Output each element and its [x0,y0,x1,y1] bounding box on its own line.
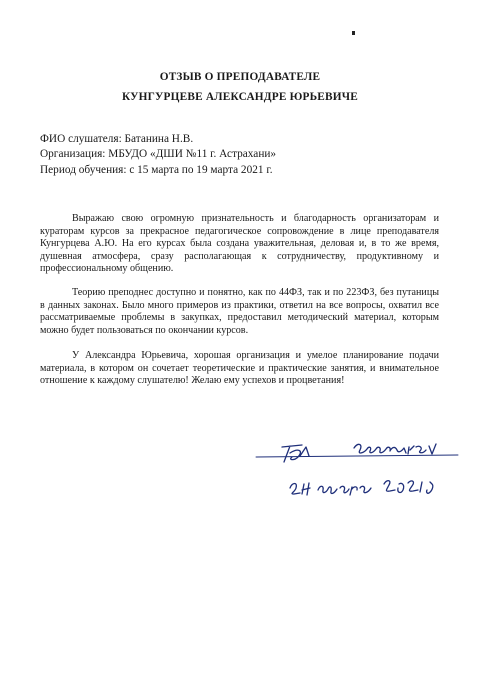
review-paragraph-1: Выражаю свою огромную признательность и благодарность организаторам и кураторам курсов за прекрасное педагогическое сопровождение в лице преподавателя Кунгурцева А.Ю. На его курсах была создана уважительная, деловая и, в то же время, душевная атмосфера, сразу располагающая к сотрудничеству, продуктивному и профессиональному общению. [40,213,439,275]
organization-line: Организация: МБУДО «ДШИ №11 г. Астрахани» [40,148,277,160]
document-subtitle: КУНГУРЦЕВЕ АЛЕКСАНДРЕ ЮРЬЕВИЧЕ [121,91,358,103]
scan-mark [352,31,355,35]
review-paragraph-2: Теорию преподнес доступно и понятно, как по 44ФЗ, так и по 223ФЗ, без путаницы в данных законах. Было много примеров из практики, ответил на все вопросы, охватил все рассматриваемые проблемы в закупках, предоставил методический материал, которым можно будет пользоваться по окончании курсов. [40,287,439,336]
handwritten-signature [254,438,462,510]
review-paragraph-3: У Александра Юрьевича, хорошая организация и умелое планирование подачи материала, в котором он сочетает теоретические и практические занятия, и внимательное отношение к каждому слушателю! Желаю ему успехов и процветания! [40,350,439,387]
document-title: ОТЗЫВ О ПРЕПОДАВАТЕЛЕ [159,71,321,83]
study-period-line: Период обучения: с 15 марта по 19 марта 2021 г. [40,164,273,176]
student-name-line: ФИО слушателя: Батанина Н.В. [40,133,194,145]
